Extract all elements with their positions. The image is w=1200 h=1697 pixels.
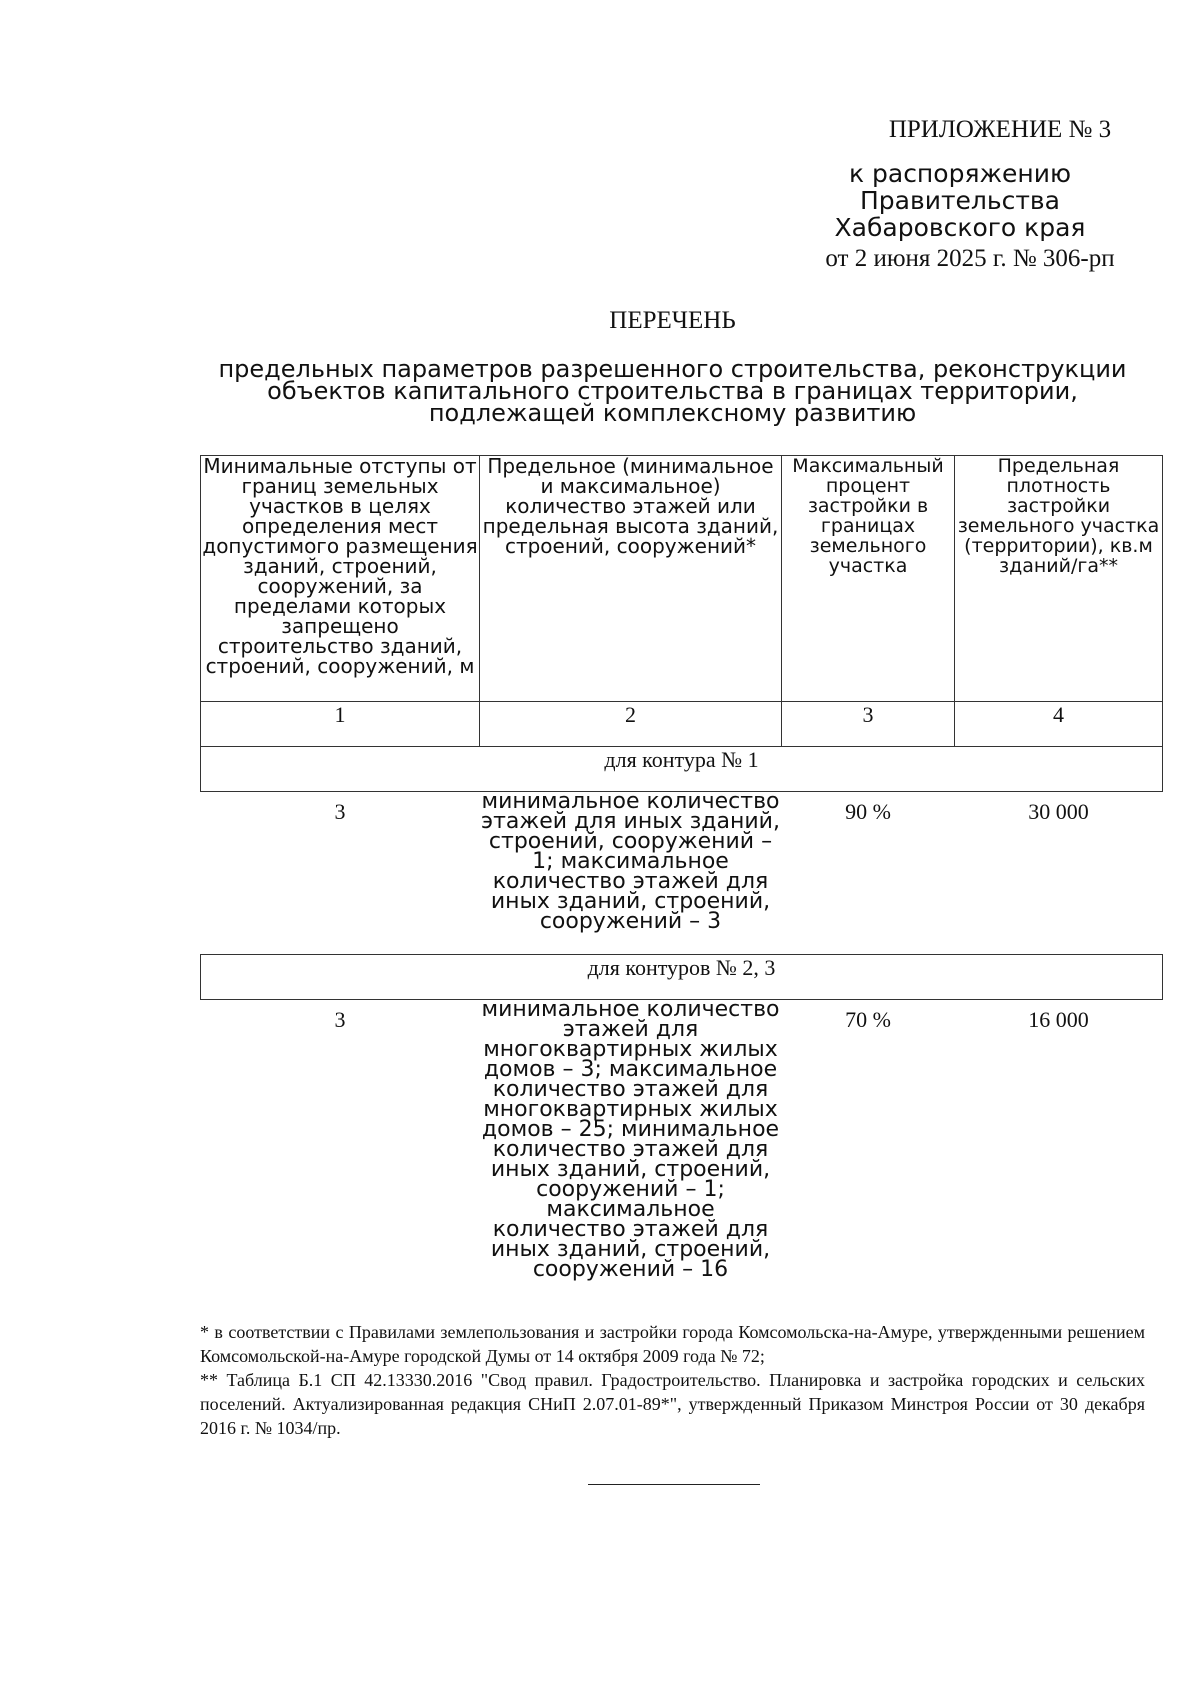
- column-number: 1: [201, 702, 480, 747]
- density-value: 16 000: [1028, 1007, 1089, 1032]
- end-divider: [588, 1484, 760, 1485]
- density-value: 30 000: [1028, 799, 1089, 824]
- parameters-table: [200, 455, 1163, 1280]
- column-number: 2: [480, 702, 782, 747]
- floors-value: минимальное количество этажей для многоквартирных жилых домов – 3; максимальное количество этажей для многоквартирных жилых домов – 25; минимальное количество этажей для иных зданий, строений, сооружений – 1; максимальное количество этажей для иных зданий, строений, сооружений – 16: [481, 997, 780, 1282]
- coverage-percent-value: 70 %: [845, 1007, 891, 1032]
- table-header-row: [201, 456, 1163, 702]
- table-row: [201, 1000, 1163, 1281]
- order-line-3: Хабаровского края: [834, 213, 1086, 242]
- document-title: ПЕРЕЧЕНЬ: [609, 307, 736, 334]
- column-header-coverage-percent: Максимальный процент застройки в границах земельного участка: [782, 456, 955, 702]
- column-header-density: Предельная плотность застройки земельного участка (территории), кв.м зданий/га**: [955, 456, 1163, 702]
- order-line-1: к распоряжению: [848, 159, 1072, 188]
- section-row-contour-1: [201, 747, 1163, 792]
- column-number-row: [201, 702, 1163, 747]
- order-date: от 2 июня 2025 г. № 306-рп: [825, 245, 1115, 272]
- document-subtitle: предельных параметров разрешенного строительства, реконструкции объектов капитального строительства в границах территории, подлежащей комплексному развитию: [218, 355, 1127, 427]
- order-reference: [820, 160, 1100, 241]
- column-header-setbacks: Минимальные отступы от границ земельных участков в целях определения мест допустимого размещения зданий, строений, сооружений, за пределами которых запрещено строительство зданий, строений, сооружений, м: [201, 456, 480, 702]
- table-row: [201, 792, 1163, 933]
- section-label: для контуров № 2, 3: [201, 955, 1163, 1000]
- column-header-floors: Предельное (минимальное и максимальное) количество этажей или предельная высота зданий, строений, сооружений*: [480, 456, 782, 702]
- column-number: 3: [782, 702, 955, 747]
- section-row-contours-2-3: [201, 955, 1163, 1000]
- appendix-number: ПРИЛОЖЕНИЕ № 3: [888, 116, 1112, 143]
- footnotes: [200, 1320, 1145, 1440]
- setback-value: 3: [334, 1007, 346, 1032]
- floors-value: минимальное количество этажей для иных зданий, строений, сооружений – 1; максимальное количество этажей для иных зданий, строений, сооружений – 3: [481, 789, 780, 934]
- footnote-1: * в соответствии с Правилами землепользования и застройки города Комсомольска-на-Амуре, утвержденными решением Комсомольской-на-Амуре городской Думы от 14 октября 2009 года № 72;: [200, 1322, 1145, 1366]
- order-line-2: Правительства: [860, 186, 1060, 215]
- footnote-2: ** Таблица Б.1 СП 42.13330.2016 "Свод правил. Градостроительство. Планировка и застройка городских и сельских поселений. Актуализированная редакция СНиП 2.07.01-89*", утвержденный Приказом Минстроя России от 30 декабря 2016 г. № 1034/пр.: [200, 1370, 1145, 1438]
- setback-value: 3: [334, 799, 346, 824]
- coverage-percent-value: 90 %: [845, 799, 891, 824]
- column-number: 4: [955, 702, 1163, 747]
- table-spacer: [201, 932, 1163, 955]
- section-label: для контура № 1: [201, 747, 1163, 792]
